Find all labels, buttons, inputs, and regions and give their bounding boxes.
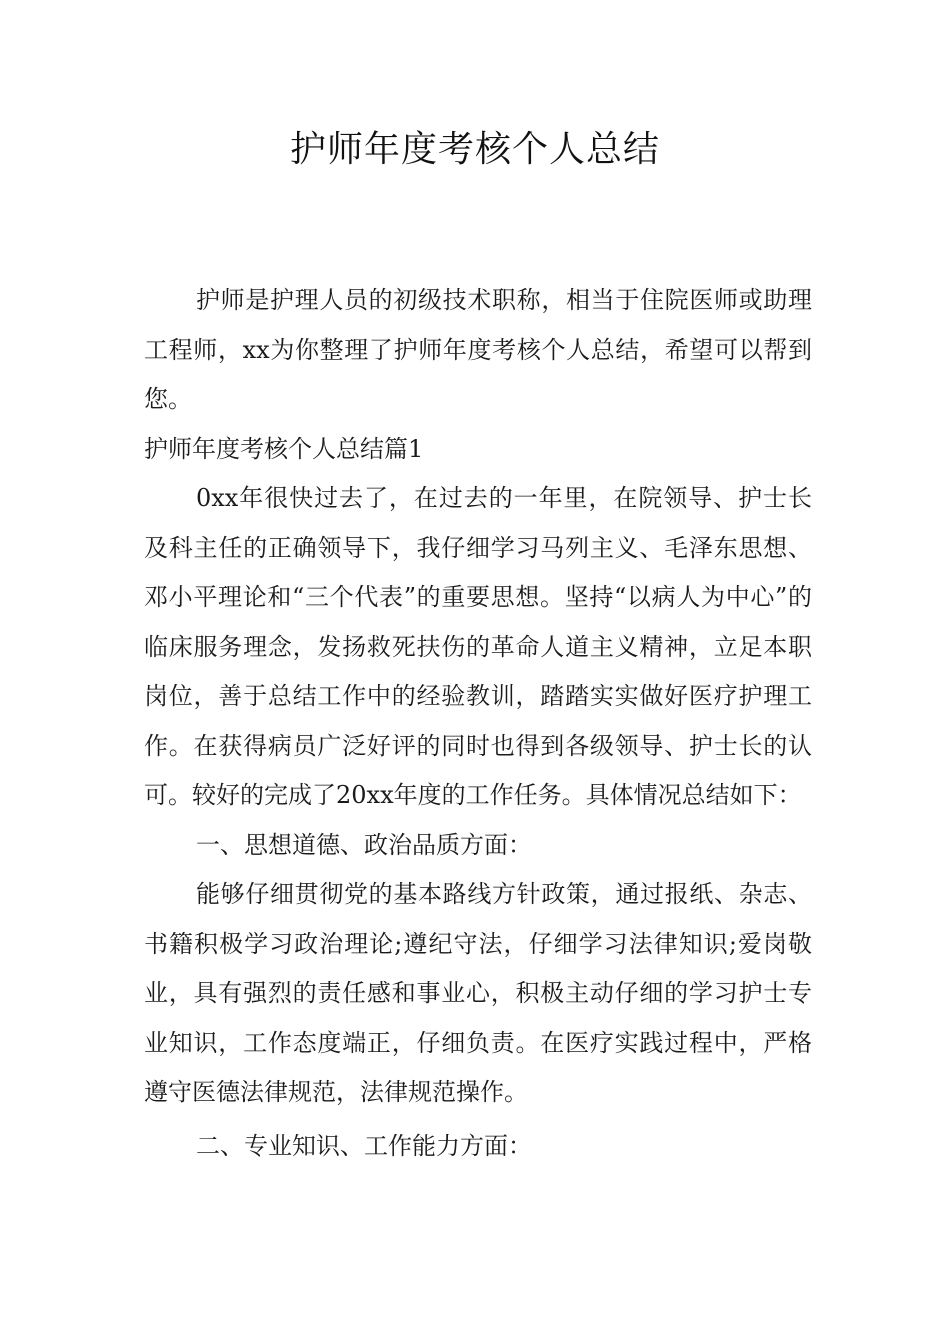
heading-professional: 二、专业知识、工作能力方面： bbox=[196, 1131, 532, 1160]
paragraph-1: 0xx年很快过去了，在过去的一年里，在院领导、护士长及科主任的正确领导下，我仔细学习马列主义、毛泽东思想、邓小平理论和“三个代表”的重要思想。坚持“以病人为中心”的临床服务理念，发扬救死扶伤的革命人道主义精神，立足本职岗位，善于总结工作中的经验教训，踏踏实实做好医疗护理工作。在获得病员广泛好评的同时也得到各级领导、护士长的认可。较好的完成了20xx年度的工作任务。具体情况总结如下： bbox=[144, 484, 812, 809]
paragraph-2: 能够仔细贯彻党的基本路线方针政策，通过报纸、杂志、书籍积极学习政治理论;遵纪守法，仔细学习法律知识;爱岗敬业，具有强烈的责任感和事业心，积极主动仔细的学习护士专业知识，工作态度端正，仔细负责。在医疗实践过程中，严格遵守医德法律规范，法律规范操作。 bbox=[144, 880, 812, 1106]
document-body bbox=[144, 276, 812, 1171]
document-title: 护师年度考核个人总结 bbox=[289, 129, 660, 170]
section-title: 护师年度考核个人总结篇1 bbox=[144, 434, 424, 463]
heading-ideology: 一、思想道德、政治品质方面： bbox=[196, 830, 532, 859]
intro-paragraph: 护师是护理人员的初级技术职称，相当于住院医师或助理工程师，xx为你整理了护师年度考核个人总结，希望可以帮到您。 bbox=[144, 286, 812, 413]
